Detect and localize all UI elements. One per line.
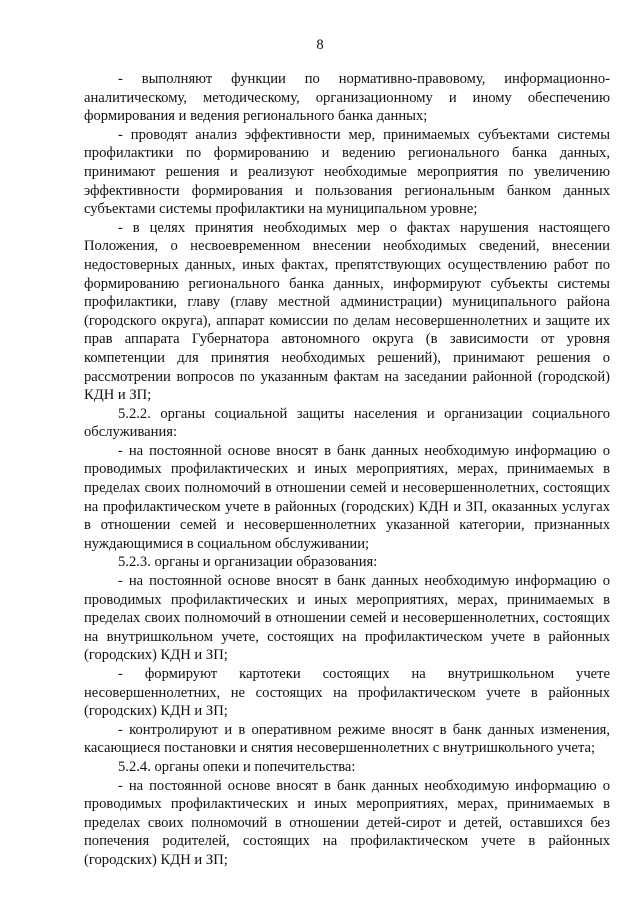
- section-heading: 5.2.3. органы и организации образования:: [118, 554, 378, 571]
- paragraph: - на постоянной основе вносят в банк данных необходимую информацию о проводимых профилактических и иных мероприятиях, мерах, принимаемых в пределах своих полномочий в отношении детей-сирот и детей, оставшихся без попечения родителей, состоящих на профилактическом учете в районных (городских) КДН и ЗП;: [84, 777, 610, 868]
- page-number: 8: [316, 37, 324, 53]
- paragraph: - на постоянной основе вносят в банк данных необходимую информацию о проводимых профилактических и иных мероприятиях, мерах, принимаемых в пределах своих полномочий в отношении семей и несовершеннолетних, состоящих на профилактическом учете в районных (городских) КДН и ЗП, оказанных услугах в отношении семей и несовершеннолетних указанной категории, признанных нуждающимися в социальном обслуживании;: [84, 442, 610, 552]
- paragraph: - в целях принятия необходимых мер о фактах нарушения настоящего Положения, о несвоевременном внесении необходимых сведений, внесении недостоверных данных, иных фактах, препятствующих осуществлению работ по формированию регионального банка данных, информируют субъекты системы профилактики, главу (главу местной администрации) муниципального района (городского округа), аппарат комиссии по делам несовершеннолетних и защите их прав аппарата Губернатора автономного округа (в зависимости от уровня компетенции для принятия необходимых решений), принимают решения о рассмотрении вопросов по указанным фактам на заседании районной (городской) КДН и ЗП;: [84, 219, 610, 404]
- section-heading: 5.2.4. органы опеки и попечительства:: [118, 758, 356, 775]
- paragraph: - на постоянной основе вносят в банк данных необходимую информацию о проводимых профилактических и иных мероприятиях, мерах, принимаемых в пределах своих полномочий в отношении семей и несовершеннолетних, состоящих на внутришкольном учете, состоящих на профилактическом учете в районных (городских) КДН и ЗП;: [84, 573, 610, 664]
- section-heading: 5.2.2. органы социальной защиты населения и организации социального обслуживания:: [84, 405, 610, 441]
- paragraph: - выполняют функции по нормативно-правовому, информационно-аналитическому, методическому, организационному и иному обеспечению формирования и ведения регионального банка данных;: [84, 71, 610, 125]
- paragraph: - контролируют и в оперативном режиме вносят в банк данных изменения, касающиеся постановки и снятия несовершеннолетних с внутришкольного учета;: [84, 721, 610, 757]
- document-body: [84, 70, 610, 870]
- paragraph: - формируют картотеки состоящих на внутришкольном учете несовершеннолетних, не состоящих на профилактическом учете в районных (городских) КДН и ЗП;: [84, 666, 610, 720]
- paragraph: - проводят анализ эффективности мер, принимаемых субъектами системы профилактики по формированию и ведению регионального банка данных, принимают решения и реализуют необходимые мероприятия по увеличению эффективности формирования и пользования региональным банком данных субъектами системы профилактики на муниципальном уровне;: [84, 126, 610, 218]
